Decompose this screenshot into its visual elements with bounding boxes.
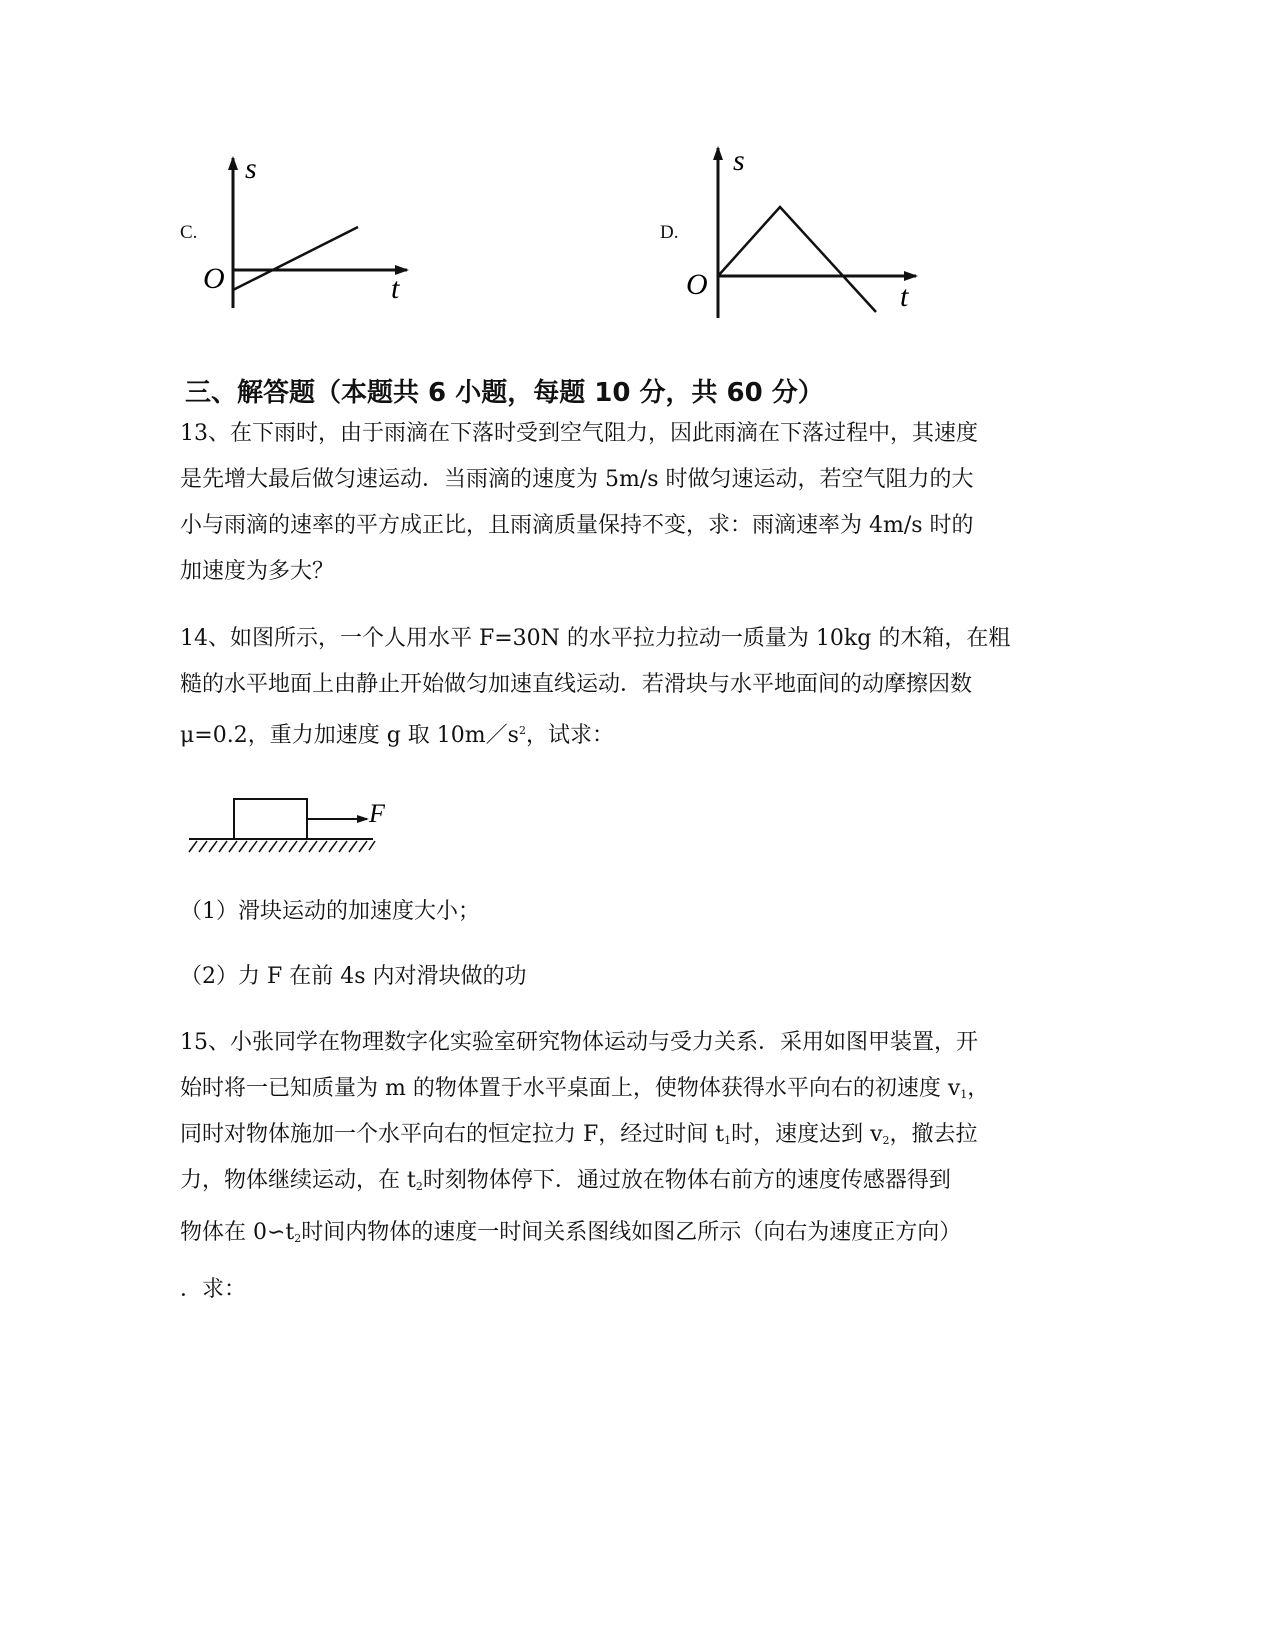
q13-line-3: 小与雨滴的速率的平方成正比，且雨滴质量保持不变，求：雨滴速率为 4m/s 时的 [180, 513, 974, 538]
option-d-origin-label: O [686, 268, 708, 301]
option-c-axis-x-label: t [391, 272, 400, 305]
q15-line-5-text-a: 物体在 0∽t [180, 1220, 295, 1245]
q15-line-3-text-c: ，撤去拉 [889, 1122, 978, 1147]
q14-line-3-text: μ=0.2，重力加速度 g 取 10m／s [180, 723, 519, 748]
option-d-graph-line [718, 207, 876, 312]
box [234, 799, 307, 839]
q14-line-1: 14、如图所示，一个人用水平 F=30N 的水平拉力拉动一质量为 10kg 的木箱，在粗 [180, 626, 1011, 651]
q14-sub-1: （1）滑块运动的加速度大小； [180, 899, 480, 924]
option-d-axis-y-label: s [733, 144, 745, 177]
option-d-axis-x-label: t [900, 280, 909, 313]
q15-line-3 [180, 1120, 978, 1156]
q15-line-6: ．求： [180, 1277, 247, 1302]
box-force-diagram [185, 795, 395, 857]
option-c-graph-line [233, 227, 358, 290]
option-d-graph [680, 140, 930, 325]
option-c-axis-y-label: s [245, 152, 257, 185]
q15-line-5 [180, 1218, 961, 1254]
q15-line-2-text: 始时将一已知质量为 m 的物体置于水平桌面上，使物体获得水平向右的初速度 v [180, 1076, 961, 1101]
q15-line-5-text-b: 时间内物体的速度一时间关系图线如图乙所示（向右为速度正方向） [301, 1220, 962, 1245]
option-d-label: D. [660, 222, 679, 243]
ground-hatching [189, 841, 375, 852]
q15-line-3-text-a: 同时对物体施加一个水平向右的恒定拉力 F，经过时间 t [180, 1122, 725, 1147]
q15-line-3-text-b: 时，速度达到 v [731, 1122, 883, 1147]
option-c-graph [195, 148, 425, 318]
q15-line-4-text-a: 力，物体继续运动，在 t [180, 1168, 416, 1193]
q15-line-1: 15、小张同学在物理数字化实验室研究物体运动与受力关系．采用如图甲装置，开 [180, 1030, 978, 1055]
option-c-label: C. [180, 222, 198, 243]
q15-line-5-subscript: 2 [294, 1232, 302, 1245]
q15-line-2-subscript: 1 [960, 1088, 968, 1101]
q14-line-2: 糙的水平地面上由静止开始做匀加速直线运动．若滑块与水平地面间的动摩擦因数 [180, 672, 973, 697]
q15-line-2 [180, 1074, 989, 1110]
q13-line-4: 加速度为多大？ [180, 559, 335, 584]
q14-sub-2: （2）力 F 在前 4s 内对滑块做的功 [180, 964, 527, 989]
q14-line-3-superscript: 2 [518, 724, 526, 737]
q13-line-1: 13、在下雨时，由于雨滴在下落时受到空气阻力，因此雨滴在下落过程中，其速度 [180, 421, 978, 446]
q15-line-4-text-b: 时刻物体停下．通过放在物体右前方的速度传感器得到 [422, 1168, 951, 1193]
q15-line-3-subscript-1: 1 [724, 1134, 732, 1147]
q14-line-3 [180, 716, 614, 751]
section-title: 三、解答题（本题共 6 小题，每题 10 分，共 60 分） [185, 378, 824, 408]
q15-line-4 [180, 1166, 951, 1202]
q15-line-4-subscript: 2 [415, 1180, 423, 1193]
q14-line-3-tail: ，试求： [525, 723, 614, 748]
q15-line-2-tail: ， [967, 1076, 990, 1101]
q13-line-2: 是先增大最后做匀速运动．当雨滴的速度为 5m/s 时做匀速运动，若空气阻力的大 [180, 467, 974, 492]
option-c-origin-label: O [203, 262, 225, 295]
q15-line-3-subscript-2: 2 [882, 1134, 890, 1147]
force-label: F [369, 799, 385, 828]
